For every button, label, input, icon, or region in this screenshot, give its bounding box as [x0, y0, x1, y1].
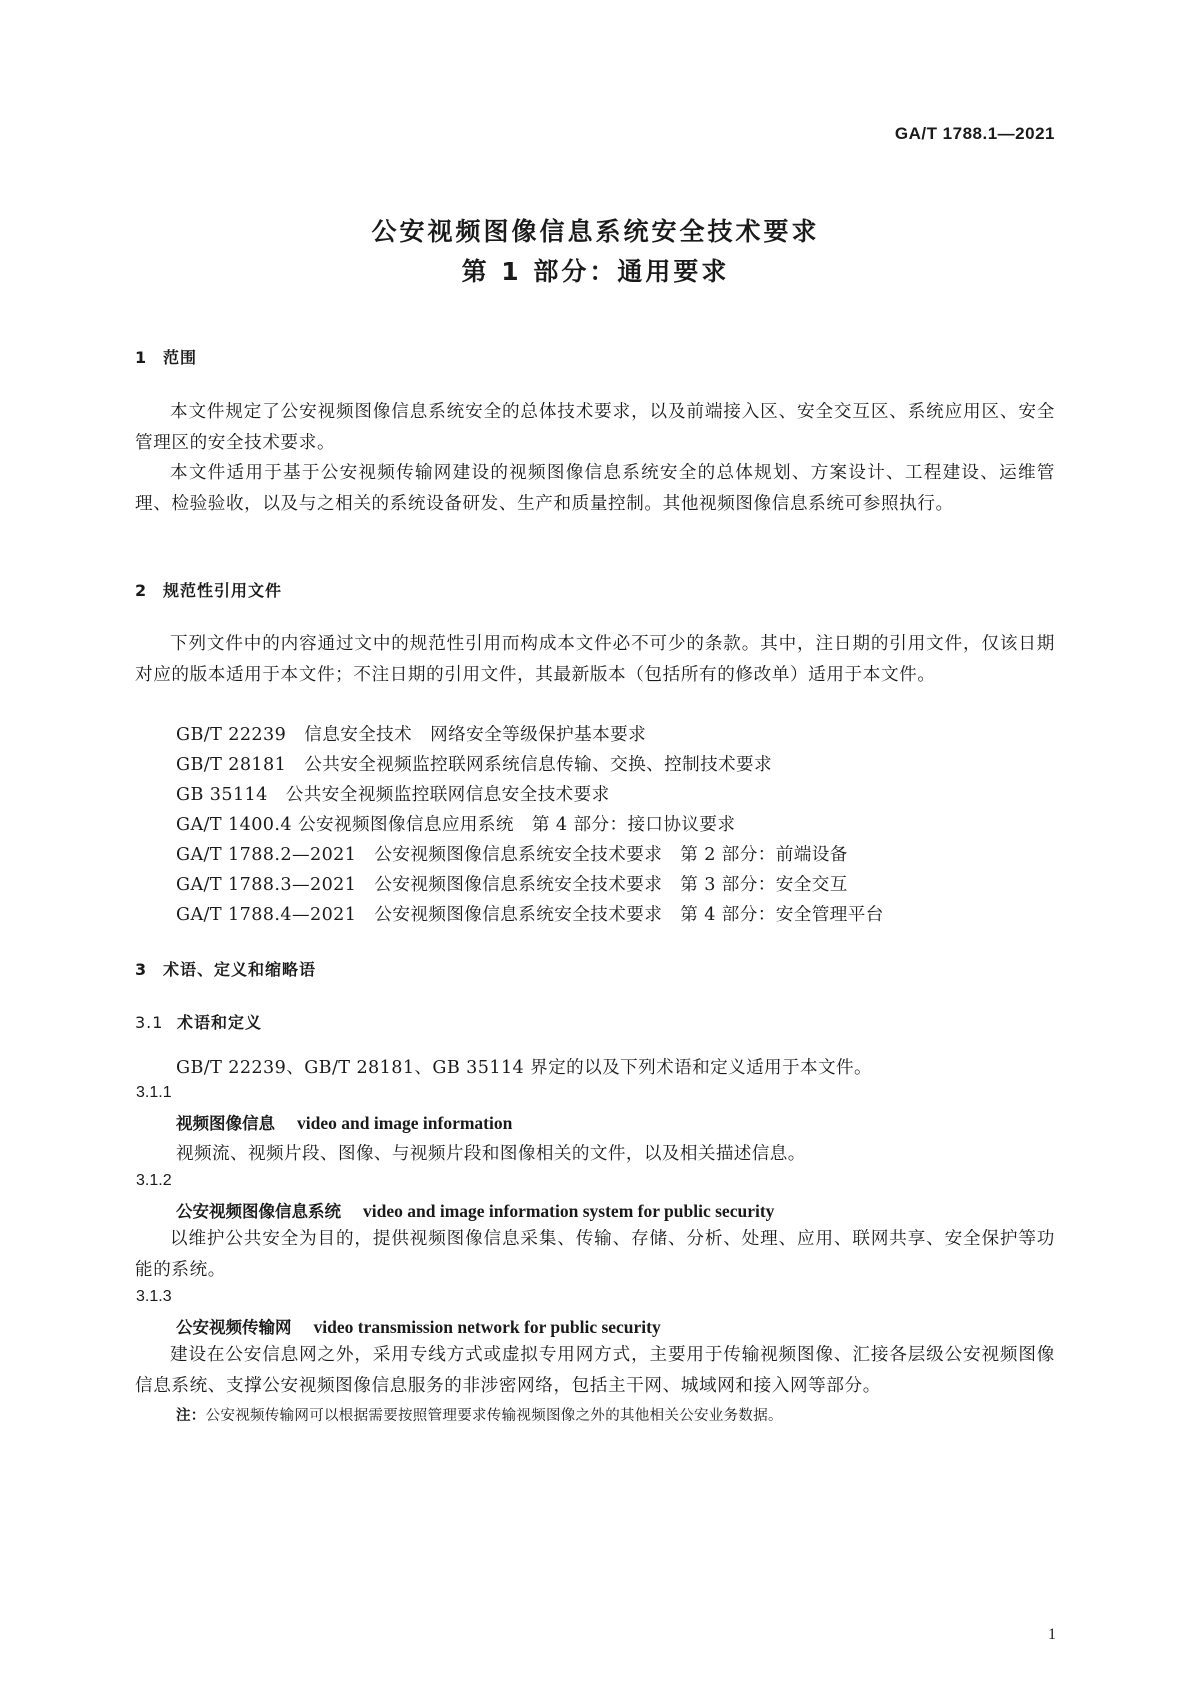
- normative-reference: GA/T 1788.3—2021 公安视频图像信息系统安全技术要求 第 3 部分：安全交互: [176, 875, 848, 895]
- section-title: 规范性引用文件: [163, 581, 283, 600]
- normative-reference: GB/T 28181 公共安全视频监控联网系统信息传输、交换、控制技术要求: [176, 755, 773, 775]
- term-definition: 以维护公共安全为目的，提供视频图像信息采集、传输、存储、分析、处理、应用、联网共享、安全保护等功能的系统。: [135, 1229, 1055, 1280]
- term-title: [176, 1198, 774, 1222]
- term-en: video and image information system for public security: [363, 1201, 775, 1221]
- subsection-3-1-heading: [135, 1010, 262, 1033]
- term-zh: 公安视频传输网: [176, 1318, 292, 1337]
- section-1-heading: [135, 345, 197, 368]
- term-title: [176, 1110, 512, 1134]
- subsection-number: 3.1: [135, 1013, 164, 1032]
- section-3-heading: [135, 957, 316, 980]
- section-2-paragraph: 下列文件中的内容通过文中的规范性引用而构成本文件必不可少的条款。其中，注日期的引用文件，仅该日期对应的版本适用于本文件；不注日期的引用文件，其最新版本（包括所有的修改单）适用于本文件。: [135, 634, 1055, 685]
- term-number: 3.1.1: [136, 1084, 172, 1101]
- term-number: 3.1.3: [136, 1288, 172, 1305]
- section-number: 3: [135, 960, 148, 979]
- normative-reference: GB 35114 公共安全视频监控联网信息安全技术要求: [176, 785, 610, 805]
- note-text: 公安视频传输网可以根据需要按照管理要求传输视频图像之外的其他相关公安业务数据。: [205, 1408, 783, 1424]
- term-note: [176, 1404, 783, 1425]
- title-line-2: 第 1 部分：通用要求: [461, 257, 730, 286]
- normative-reference: GB/T 22239 信息安全技术 网络安全等级保护基本要求: [176, 725, 647, 745]
- term-en: video and image information: [297, 1113, 513, 1133]
- term-definition: 建设在公安信息网之外，采用专线方式或虚拟专用网方式，主要用于传输视频图像、汇接各层级公安视频图像信息系统、支撑公安视频图像信息服务的非涉密网络，包括主干网、城域网和接入网等部分。: [135, 1345, 1055, 1396]
- term-zh: 公安视频图像信息系统: [176, 1202, 341, 1221]
- term-zh: 视频图像信息: [176, 1114, 275, 1133]
- note-label: 注：: [176, 1408, 206, 1424]
- section-number: 1: [135, 348, 148, 367]
- section-title: 术语、定义和缩略语: [163, 960, 317, 979]
- term-definition: 视频流、视频片段、图像、与视频片段和图像相关的文件，以及相关描述信息。: [176, 1144, 806, 1164]
- section-2-heading: [135, 578, 282, 601]
- section-title: 范围: [163, 348, 198, 367]
- section-number: 2: [135, 581, 148, 600]
- section-1-paragraph-1: 本文件规定了公安视频图像信息系统安全的总体技术要求，以及前端接入区、安全交互区、系统应用区、安全管理区的安全技术要求。: [135, 402, 1055, 453]
- term-title: [176, 1314, 661, 1338]
- page-number: 1: [1048, 1626, 1056, 1643]
- normative-reference: GA/T 1400.4 公安视频图像信息应用系统 第 4 部分：接口协议要求: [176, 815, 736, 835]
- term-number: 3.1.2: [136, 1172, 172, 1189]
- standard-number: GA/T 1788.1—2021: [894, 124, 1055, 143]
- term-en: video transmission network for public security: [313, 1317, 661, 1337]
- normative-reference: GA/T 1788.2—2021 公安视频图像信息系统安全技术要求 第 2 部分：前端设备: [176, 845, 848, 865]
- terms-intro: GB/T 22239、GB/T 28181、GB 35114 界定的以及下列术语和定义适用于本文件。: [176, 1058, 873, 1078]
- normative-reference: GA/T 1788.4—2021 公安视频图像信息系统安全技术要求 第 4 部分：安全管理平台: [176, 905, 884, 925]
- subsection-title: 术语和定义: [177, 1013, 263, 1032]
- section-1-paragraph-2: 本文件适用于基于公安视频传输网建设的视频图像信息系统安全的总体规划、方案设计、工程建设、运维管理、检验验收，以及与之相关的系统设备研发、生产和质量控制。其他视频图像信息系统可参照执行。: [135, 463, 1055, 514]
- title-line-1: 公安视频图像信息系统安全技术要求: [371, 217, 820, 246]
